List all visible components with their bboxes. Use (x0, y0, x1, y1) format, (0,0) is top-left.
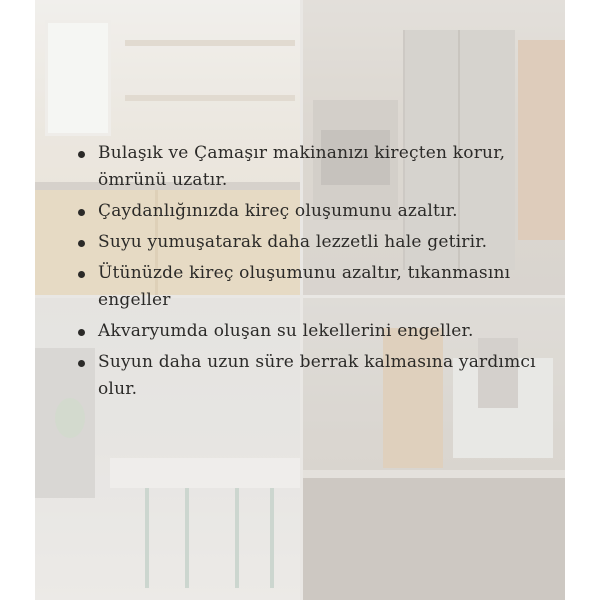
benefit-item (76, 140, 546, 194)
bullet-dot-icon (78, 360, 85, 367)
benefit-item (76, 318, 546, 345)
benefit-item (76, 198, 546, 225)
benefit-text: Bulaşık ve Çamaşır makinanızı kireçten korur, ömrünü uzatır. (98, 143, 506, 190)
bullet-dot-icon (78, 151, 85, 158)
benefit-text: Akvaryumda oluşan su lekellerini engeller. (98, 321, 474, 341)
bullet-dot-icon (78, 209, 85, 216)
benefits-content (76, 140, 546, 407)
benefit-text: Çaydanlığınızda kireç oluşumunu azaltır. (98, 201, 458, 221)
benefit-text: Suyu yumuşatarak daha lezzetli hale getirir. (98, 232, 488, 252)
benefit-text: Ütünüzde kireç oluşumunu azaltır, tıkanmasını engeller (98, 263, 511, 310)
benefit-text: Suyun daha uzun süre berrak kalmasına yardımcı olur. (98, 352, 536, 399)
bullet-dot-icon (78, 240, 85, 247)
bullet-dot-icon (78, 271, 85, 278)
benefit-item (76, 260, 546, 314)
benefit-item (76, 349, 546, 403)
bullet-dot-icon (78, 329, 85, 336)
benefits-list (76, 140, 546, 403)
benefit-item (76, 229, 546, 256)
